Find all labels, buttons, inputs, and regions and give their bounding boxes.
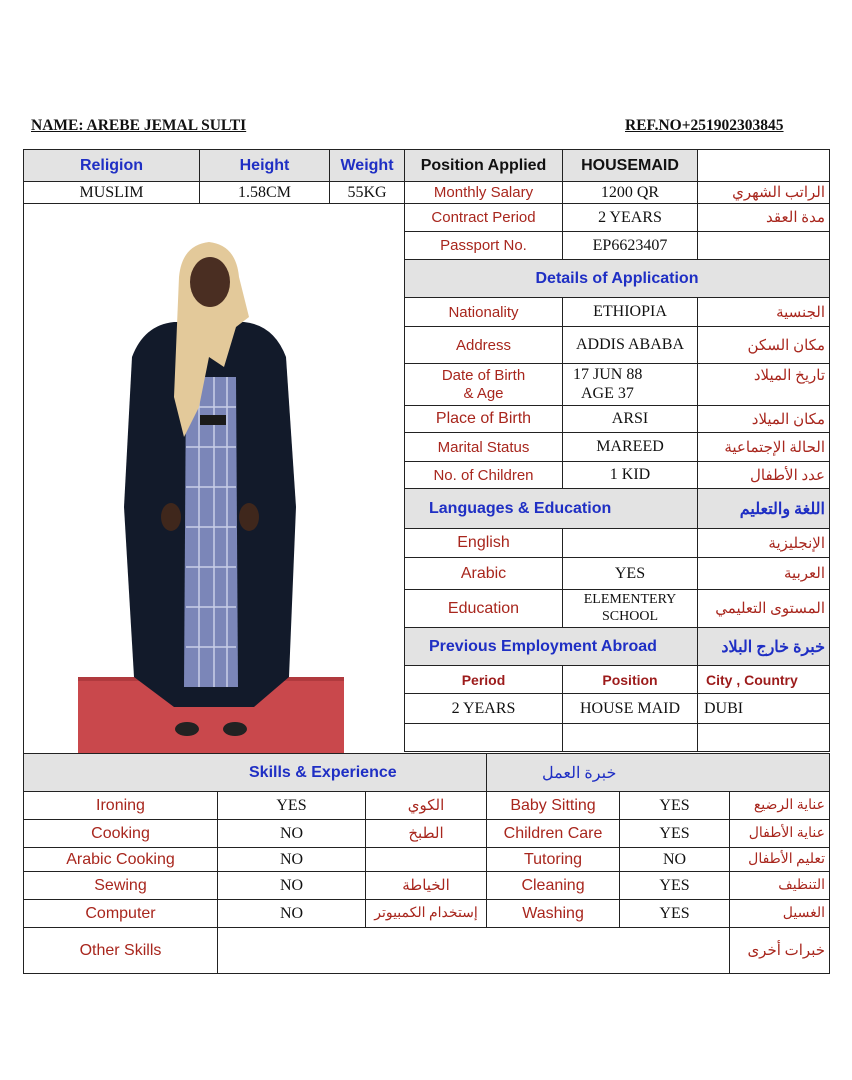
children-arabic: عدد الأطفال <box>698 462 830 489</box>
height-label: Height <box>200 150 330 182</box>
english-arabic: الإنجليزية <box>698 529 830 558</box>
religion-value: MUSLIM <box>24 182 200 204</box>
education-line2: SCHOOL <box>601 608 658 624</box>
skill-row <box>24 792 830 820</box>
reference-number: REF.NO+251902303845 <box>625 117 784 134</box>
passport-label: Passport No. <box>405 232 563 260</box>
skill-label: Ironing <box>24 792 218 820</box>
skill-arabic: الخياطة <box>366 872 487 900</box>
salary-value: 1200 QR <box>563 182 698 204</box>
employment-period-value: 2 YEARS <box>405 694 563 724</box>
skills-table <box>23 753 830 974</box>
candidate-name: NAME: AREBE JEMAL SULTI <box>31 117 247 134</box>
skills-section-arabic: خبرة العمل <box>487 754 830 792</box>
english-label: English <box>405 529 563 558</box>
employment-section-arabic: خبرة خارج البلاد <box>698 628 830 666</box>
nationality-arabic: الجنسية <box>698 298 830 327</box>
dob-value <box>563 364 698 406</box>
pob-arabic: مكان الميلاد <box>698 406 830 433</box>
pob-label: Place of Birth <box>405 406 563 433</box>
skill-arabic <box>366 848 487 872</box>
employment-empty-3 <box>698 724 830 752</box>
address-arabic: مكان السكن <box>698 327 830 364</box>
skill-row <box>24 900 830 928</box>
other-skills-label: Other Skills <box>24 928 218 974</box>
dob-arabic: تاريخ الميلاد <box>698 364 830 406</box>
education-line1: ELEMENTERY <box>583 592 677 608</box>
details-section-title: Details of Application <box>405 260 830 298</box>
skill-value: YES <box>620 820 730 848</box>
skill-arabic: الطبخ <box>366 820 487 848</box>
nationality-label: Nationality <box>405 298 563 327</box>
employment-section-title: Previous Employment Abroad <box>405 628 698 666</box>
skill-label: Cleaning <box>487 872 620 900</box>
skill-label: Computer <box>24 900 218 928</box>
skill-value: NO <box>218 872 366 900</box>
top-info-table <box>23 149 830 204</box>
skill-label: Arabic Cooking <box>24 848 218 872</box>
arabic-value: YES <box>563 558 698 590</box>
employment-empty-2 <box>563 724 698 752</box>
skill-value: NO <box>218 820 366 848</box>
skill-label: Sewing <box>24 872 218 900</box>
education-label: Education <box>405 590 563 628</box>
pob-value: ARSI <box>563 406 698 433</box>
marital-arabic: الحالة الإجتماعية <box>698 433 830 462</box>
address-value: ADDIS ABABA <box>563 327 698 364</box>
position-label: Position Applied <box>405 150 563 182</box>
position-value: HOUSEMAID <box>563 150 698 182</box>
address-label: Address <box>405 327 563 364</box>
contract-period-arabic: مدة العقد <box>698 204 830 232</box>
dob-label-line2: & Age <box>463 384 504 402</box>
education-value <box>563 590 698 628</box>
nationality-value: ETHIOPIA <box>563 298 698 327</box>
skill-label: Cooking <box>24 820 218 848</box>
employment-period-header: Period <box>405 666 563 694</box>
skill-arabic: تعليم الأطفال <box>730 848 830 872</box>
position-arabic <box>698 150 830 182</box>
skill-arabic: عناية الأطفال <box>730 820 830 848</box>
skill-value: NO <box>218 900 366 928</box>
skill-row <box>24 848 830 872</box>
dob-label <box>405 364 563 406</box>
skill-label: Children Care <box>487 820 620 848</box>
passport-value: EP6623407 <box>563 232 698 260</box>
skill-arabic: عناية الرضيع <box>730 792 830 820</box>
details-table <box>404 203 830 752</box>
skill-label: Baby Sitting <box>487 792 620 820</box>
photo-frame <box>23 203 405 753</box>
salary-arabic: الراتب الشهري <box>698 182 830 204</box>
dob-label-line1: Date of Birth <box>441 367 526 385</box>
marital-value: MAREED <box>563 433 698 462</box>
skill-row <box>24 820 830 848</box>
languages-section-arabic: اللغة والتعليم <box>698 489 830 529</box>
skills-section-title: Skills & Experience <box>24 754 487 792</box>
contract-period-label: Contract Period <box>405 204 563 232</box>
weight-label: Weight <box>330 150 405 182</box>
children-value: 1 KID <box>563 462 698 489</box>
other-skills-arabic: خبرات أخرى <box>730 928 830 974</box>
employment-position-value: HOUSE MAID <box>563 694 698 724</box>
arabic-arabic: العربية <box>698 558 830 590</box>
skill-value: YES <box>218 792 366 820</box>
employment-city-value: DUBI <box>698 694 830 724</box>
children-label: No. of Children <box>405 462 563 489</box>
skill-label: Tutoring <box>487 848 620 872</box>
height-value: 1.58CM <box>200 182 330 204</box>
skill-value: NO <box>218 848 366 872</box>
other-skills-value <box>218 928 730 974</box>
skill-arabic: الكوي <box>366 792 487 820</box>
religion-label: Religion <box>24 150 200 182</box>
passport-arabic <box>698 232 830 260</box>
employment-position-header: Position <box>563 666 698 694</box>
skill-value: YES <box>620 792 730 820</box>
age-value: AGE 37 <box>581 384 634 402</box>
languages-section-title: Languages & Education <box>405 489 698 529</box>
skill-value: YES <box>620 900 730 928</box>
dob-date: 17 JUN 88 <box>573 366 643 384</box>
employment-city-header: City , Country <box>698 666 830 694</box>
skill-value: YES <box>620 872 730 900</box>
english-value <box>563 529 698 558</box>
arabic-label: Arabic <box>405 558 563 590</box>
skill-row <box>24 872 830 900</box>
education-arabic: المستوى التعليمي <box>698 590 830 628</box>
skill-value: NO <box>620 848 730 872</box>
skill-label: Washing <box>487 900 620 928</box>
contract-period-value: 2 YEARS <box>563 204 698 232</box>
skill-arabic: التنظيف <box>730 872 830 900</box>
weight-value: 55KG <box>330 182 405 204</box>
skill-arabic: إستخدام الكمبيوتر <box>366 900 487 928</box>
skill-arabic: الغسيل <box>730 900 830 928</box>
marital-label: Marital Status <box>405 433 563 462</box>
employment-empty-1 <box>405 724 563 752</box>
salary-label: Monthly Salary <box>405 182 563 204</box>
